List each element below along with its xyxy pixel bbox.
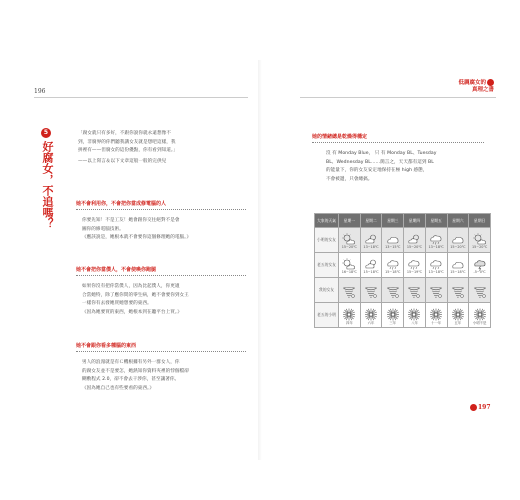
cell-caption: 13~15℃ [385, 245, 401, 249]
weather-cell [469, 303, 491, 328]
cell-caption: 13~18℃ [363, 245, 379, 249]
weather-cell [360, 228, 382, 253]
cell-caption: 15~18℃ [363, 270, 379, 274]
weather-cell [469, 228, 491, 253]
quote-line: 到，非腐界的你們聽我講女友就是想吧這樣，我 [78, 139, 176, 145]
column-header: 星期日 [469, 214, 491, 228]
column-header: 星期二 [360, 214, 382, 228]
weather-cell [425, 253, 447, 278]
section-4 [312, 133, 484, 184]
tornado-icon [407, 284, 421, 297]
section-paragraph: 不會被邊，只會總搞。 [326, 176, 373, 182]
right-page-number: 197 [470, 404, 491, 411]
quote-line: 拼裡有——但腐女的這份優點，你有看到知道。」 [78, 148, 178, 153]
cell-caption: 13~18℃ [428, 245, 444, 249]
cloud-icon [451, 231, 465, 244]
cloud-icon [386, 231, 400, 244]
burst-icon [473, 306, 487, 319]
section-paragraph: 的能量下，你的女友安定地保持在極 high 感態， [326, 168, 428, 173]
weather-cell [404, 228, 426, 253]
cloud-sun-icon [407, 231, 421, 244]
quote-line: 「腐女就只有多好，不跟你說你就永遠想像不 [78, 131, 171, 136]
red-dot-icon [470, 404, 477, 411]
row-label: 老五的女友 [315, 253, 339, 278]
weather-cell [447, 228, 469, 253]
column-header: 星期一 [339, 214, 361, 228]
sun-cloud-icon [342, 231, 356, 244]
section-paragraph: 男人的浪漫就是有Ｃ機根據有另外一群女人，你 [82, 360, 180, 365]
section-paragraph: 糊敷程式 2.0，卻不會去干涉你，甚至讓著你。 [82, 377, 180, 382]
cloud-sun-icon [364, 231, 378, 244]
cell-caption: 13~18℃ [428, 270, 444, 274]
cell-caption: 16~18℃ [341, 270, 357, 274]
section-paragraph: 圖你的修電腦技術。 [82, 226, 124, 232]
section-paragraph: 《應該說是，她根本就不會要你這個修理她的電腦。》 [82, 235, 192, 240]
row-label: 老五的小明 [315, 303, 339, 328]
table-row [315, 303, 491, 328]
weather-cell [360, 278, 382, 303]
tornado-icon [429, 284, 443, 297]
table-row [315, 278, 491, 303]
section-paragraph: 一樣你有去發她買她想要的東西。 [82, 301, 152, 306]
section-paragraph: 沒 有 Monday Blue， 只 有 Monday BL、Tuesday [326, 151, 437, 156]
cell-caption: 小明不是 [472, 320, 487, 325]
left-page-number: 196 [34, 88, 46, 95]
cloud-sun-icon [364, 256, 378, 269]
row-label: 小明的女友 [315, 228, 339, 253]
weather-cell [339, 278, 361, 303]
weather-cell [404, 278, 426, 303]
section-heading: 她不會利用你，不會把你當成修電腦的人 [76, 200, 246, 210]
sun-cloud-icon [342, 256, 356, 269]
table-corner-label: 大家的天氣 [315, 214, 339, 228]
running-header-line2: 真理之書 [471, 87, 494, 93]
cell-caption: 八年 [411, 320, 418, 325]
cell-caption: 15~18℃ [450, 270, 466, 274]
section-heading: 她不會把你當僕人，不會使喚你跑腿 [76, 266, 246, 276]
burst-icon [386, 306, 400, 319]
burst-icon [407, 306, 421, 319]
column-header: 星期六 [447, 214, 469, 228]
left-header-rule [34, 97, 248, 98]
side-title: 好腐女，不追嗎？ [41, 141, 54, 229]
tornado-icon [364, 284, 378, 297]
section-paragraph: 如果你沒有把你當僕人，因為比起僕人，你更適 [82, 284, 180, 289]
page-gutter [258, 60, 262, 460]
running-header-line1: 低調腐女的 [424, 79, 494, 87]
table-header-row [315, 214, 491, 228]
section-heading: 她的情緒總是乾燥得穩定 [312, 133, 484, 143]
cell-caption: 五年 [454, 320, 462, 325]
cell-caption: 15~20℃ [471, 245, 488, 249]
rain-cloud-icon [407, 256, 421, 269]
cell-caption: 三年 [389, 320, 397, 325]
cell-caption: 15~20℃ [406, 245, 423, 249]
section-heading: 她不會跟你看多種腦的東西 [76, 342, 246, 352]
column-header: 星期四 [404, 214, 426, 228]
tornado-icon [386, 284, 400, 297]
opening-quote [78, 130, 246, 166]
section-paragraph: 你要先知！不是工友！她會跟你交往絕對不是會 [82, 218, 180, 223]
weather-cell [404, 253, 426, 278]
section-paragraph: 的腐女友並不是要怎，她熱知你資料夾裡的悖個檔卻 [82, 368, 189, 374]
rain-cloud-icon [429, 256, 443, 269]
section-paragraph: 《因為她要買的東西，她根本到在聽平台上買。》 [82, 309, 182, 315]
burst-icon [451, 306, 465, 319]
weather-cell [447, 253, 469, 278]
running-header [424, 79, 494, 94]
rain-cloud-icon [386, 256, 400, 269]
weather-cell [447, 278, 469, 303]
section-paragraph: BL、Wednesday BL……簡言之，天天都有這到 BL [326, 159, 434, 165]
table-row [315, 253, 491, 278]
weather-cell [469, 253, 491, 278]
cell-caption: 15~18℃ [385, 270, 401, 274]
chapter-number-badge: 5 [41, 128, 51, 138]
tornado-icon [451, 284, 465, 297]
rain-cloud-icon [429, 231, 443, 244]
weather-cell [469, 278, 491, 303]
right-header-rule [300, 97, 496, 98]
column-header: 星期三 [382, 214, 404, 228]
weather-cell [447, 303, 469, 328]
weather-cell [360, 253, 382, 278]
row-label: 我的女友 [315, 278, 339, 303]
cell-caption: 十一年 [431, 320, 442, 325]
burst-icon [429, 306, 443, 319]
sun-cloud-icon [473, 231, 487, 244]
weather-cell [339, 303, 361, 328]
cell-caption: -5~0℃ [473, 270, 486, 274]
tornado-icon [342, 284, 356, 297]
cell-caption: 15~19℃ [406, 270, 423, 274]
red-dot-icon [487, 79, 494, 86]
burst-icon [342, 306, 356, 319]
weather-cell [339, 228, 361, 253]
weather-cell [404, 303, 426, 328]
weather-cell [339, 253, 361, 278]
weather-cell [425, 303, 447, 328]
weather-cell [425, 228, 447, 253]
weather-cell [425, 278, 447, 303]
storm-cloud-icon [473, 256, 487, 269]
quote-attribution: ——以上寫言＆以下文章這般一般的完供兒 [78, 158, 167, 164]
cloud-icon [451, 256, 465, 269]
section-3 [76, 342, 246, 393]
weather-cell [382, 303, 404, 328]
weather-cell [360, 303, 382, 328]
weather-forecast-table [314, 213, 491, 328]
weather-cell [382, 278, 404, 303]
cell-caption: 15~20℃ [341, 245, 357, 249]
burst-icon [364, 306, 378, 319]
tornado-icon [473, 284, 487, 297]
section-2 [76, 266, 246, 317]
cell-caption: 四年 [345, 320, 353, 325]
column-header: 星期五 [425, 214, 447, 228]
weather-cell [382, 253, 404, 278]
section-paragraph: 《因為她自己也有些要看的東西。》 [82, 385, 155, 391]
section-1 [76, 200, 246, 243]
table-row [315, 228, 491, 253]
section-paragraph: 合當她特，除了應你問的零生病，她不會要你到女王 [82, 292, 189, 298]
weather-cell [382, 228, 404, 253]
cell-caption: 六年 [367, 320, 375, 325]
cell-caption: 15~20℃ [450, 245, 466, 249]
